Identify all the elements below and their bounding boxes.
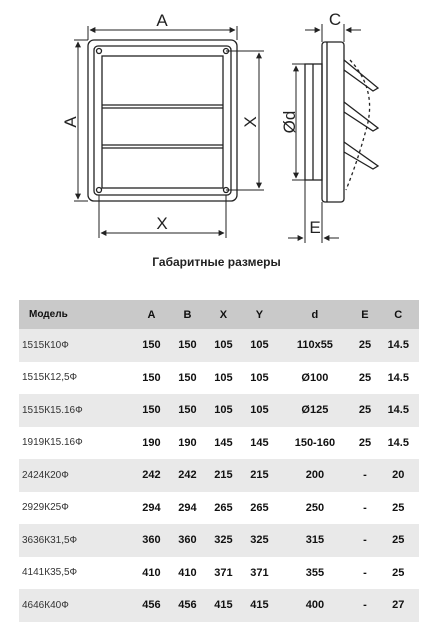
dim-x-bottom-label: X xyxy=(156,214,168,233)
header-c: C xyxy=(378,300,419,329)
dim-c-label: C xyxy=(328,10,342,29)
dimension-drawing xyxy=(0,0,433,250)
dim-a-left-label: A xyxy=(61,116,80,128)
table-row xyxy=(19,524,419,557)
cell-b: 190 xyxy=(169,427,205,460)
table-row xyxy=(19,427,419,460)
cell-y: 105 xyxy=(241,362,277,395)
table-row xyxy=(19,329,419,362)
cell-c: 25 xyxy=(378,524,419,557)
louver-flap xyxy=(344,102,378,131)
cell-c: 14.5 xyxy=(378,427,419,460)
cell-x: 325 xyxy=(205,524,241,557)
cell-b: 294 xyxy=(169,492,205,525)
cell-y: 105 xyxy=(241,329,277,362)
cell-d: 200 xyxy=(277,459,352,492)
cell-c: 20 xyxy=(378,459,419,492)
table-row xyxy=(19,492,419,525)
table-row xyxy=(19,362,419,395)
cell-a: 360 xyxy=(133,524,169,557)
cell-e: 25 xyxy=(352,362,377,395)
cell-model: 4646К40Ф xyxy=(19,589,133,622)
cell-e: - xyxy=(352,557,377,590)
table-row xyxy=(19,557,419,590)
cell-y: 145 xyxy=(241,427,277,460)
inner-frame xyxy=(94,46,231,195)
cell-model: 1515К10Ф xyxy=(19,329,133,362)
cell-c: 25 xyxy=(378,557,419,590)
cell-e: 25 xyxy=(352,329,377,362)
cell-a: 456 xyxy=(133,589,169,622)
side-view xyxy=(305,42,378,202)
cell-a: 242 xyxy=(133,459,169,492)
cell-c: 14.5 xyxy=(378,394,419,427)
table-header-row xyxy=(19,300,419,329)
header-x: X xyxy=(205,300,241,329)
cell-d: 110х55 xyxy=(277,329,352,362)
cell-y: 215 xyxy=(241,459,277,492)
cell-c: 14.5 xyxy=(378,362,419,395)
header-d: d xyxy=(277,300,352,329)
cell-y: 105 xyxy=(241,394,277,427)
side-flange xyxy=(322,42,344,202)
cell-x: 105 xyxy=(205,362,241,395)
dim-a-top-label: A xyxy=(156,11,168,30)
cell-b: 150 xyxy=(169,362,205,395)
cell-d: Ø125 xyxy=(277,394,352,427)
cell-model: 3636К31,5Ф xyxy=(19,524,133,557)
cell-y: 325 xyxy=(241,524,277,557)
drawing-caption: Габаритные размеры xyxy=(152,255,281,269)
cell-a: 150 xyxy=(133,329,169,362)
cell-c: 14.5 xyxy=(378,329,419,362)
header-model: Модель xyxy=(19,300,133,329)
cell-b: 242 xyxy=(169,459,205,492)
cell-y: 371 xyxy=(241,557,277,590)
cell-x: 145 xyxy=(205,427,241,460)
cell-d: 400 xyxy=(277,589,352,622)
table-row xyxy=(19,459,419,492)
cell-model: 4141К35,5Ф xyxy=(19,557,133,590)
cell-c: 27 xyxy=(378,589,419,622)
cell-x: 265 xyxy=(205,492,241,525)
table-body xyxy=(19,329,419,622)
screw-hole xyxy=(97,49,102,54)
cell-x: 215 xyxy=(205,459,241,492)
outer-frame xyxy=(88,40,237,201)
header-e: E xyxy=(352,300,377,329)
cell-e: - xyxy=(352,492,377,525)
table-row xyxy=(19,394,419,427)
cell-x: 415 xyxy=(205,589,241,622)
cell-model: 2929К25Ф xyxy=(19,492,133,525)
cell-e: 25 xyxy=(352,427,377,460)
cell-model: 1515К15.16Ф xyxy=(19,394,133,427)
header-a: A xyxy=(133,300,169,329)
cell-e: 25 xyxy=(352,394,377,427)
cell-c: 25 xyxy=(378,492,419,525)
table-row xyxy=(19,589,419,622)
front-view xyxy=(88,40,237,201)
cell-d: 150-160 xyxy=(277,427,352,460)
dim-x-right-label: X xyxy=(241,116,260,128)
dim-diameter-label: Ød xyxy=(280,110,299,134)
cell-e: - xyxy=(352,524,377,557)
cell-x: 371 xyxy=(205,557,241,590)
cell-b: 410 xyxy=(169,557,205,590)
cell-b: 456 xyxy=(169,589,205,622)
cell-d: 355 xyxy=(277,557,352,590)
cell-y: 415 xyxy=(241,589,277,622)
cell-model: 1515К12,5Ф xyxy=(19,362,133,395)
header-y: Y xyxy=(241,300,277,329)
dim-e-label: E xyxy=(309,218,321,237)
cell-d: 315 xyxy=(277,524,352,557)
cell-y: 265 xyxy=(241,492,277,525)
cell-model: 2424К20Ф xyxy=(19,459,133,492)
header-b: B xyxy=(169,300,205,329)
cell-b: 150 xyxy=(169,394,205,427)
cell-a: 410 xyxy=(133,557,169,590)
cell-b: 150 xyxy=(169,329,205,362)
cell-e: - xyxy=(352,589,377,622)
cell-x: 105 xyxy=(205,394,241,427)
louver-panel xyxy=(102,56,223,188)
cell-e: - xyxy=(352,459,377,492)
cell-a: 190 xyxy=(133,427,169,460)
cell-x: 105 xyxy=(205,329,241,362)
cell-a: 150 xyxy=(133,362,169,395)
cell-d: 250 xyxy=(277,492,352,525)
cell-d: Ø100 xyxy=(277,362,352,395)
cell-b: 360 xyxy=(169,524,205,557)
dimensions-table xyxy=(19,300,419,622)
cell-a: 294 xyxy=(133,492,169,525)
screw-hole xyxy=(97,188,102,193)
cell-a: 150 xyxy=(133,394,169,427)
cell-model: 1919К15.16Ф xyxy=(19,427,133,460)
